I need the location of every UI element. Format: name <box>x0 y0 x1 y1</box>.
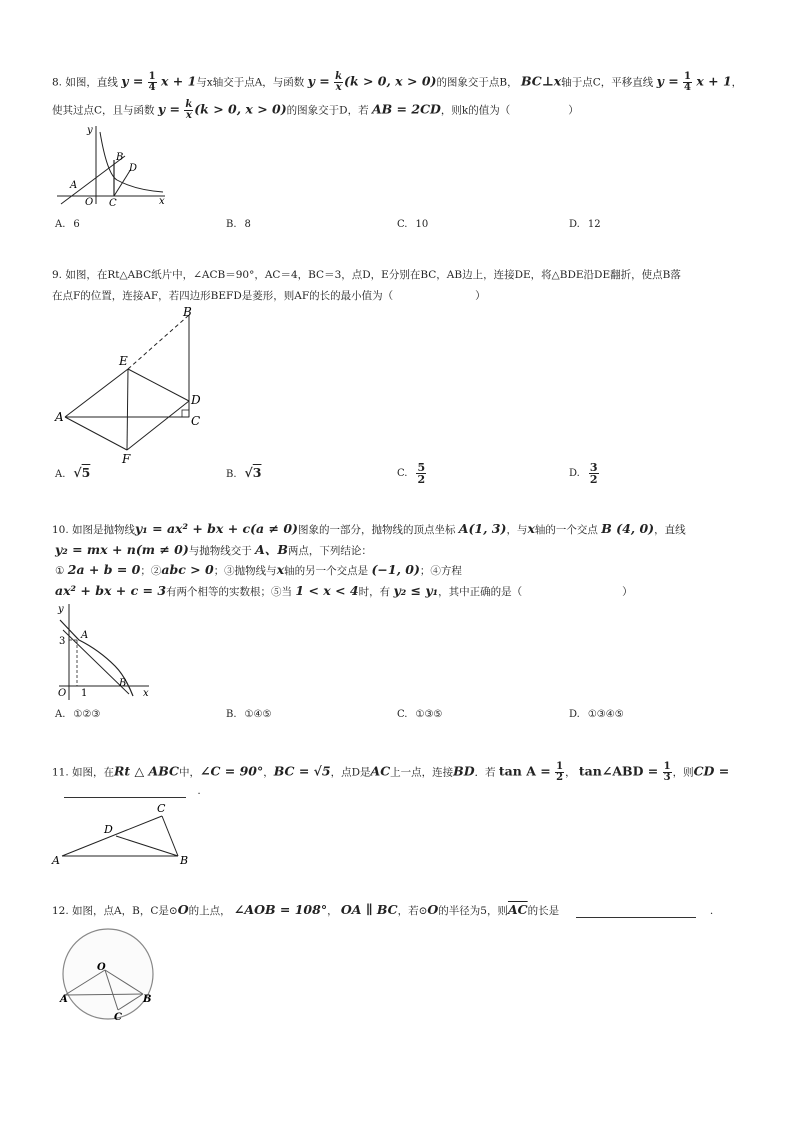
q9-line-2: 在点F的位置，连接AF，若四边形BEFD是菱形，则AF的长的最小值为（ ） <box>52 290 486 302</box>
q8-label-x: x <box>159 196 165 207</box>
q10-label-three: 3 <box>59 636 66 647</box>
q8-option-c[interactable]: C. 10 <box>397 219 429 230</box>
q8-label-o: O <box>85 197 94 207</box>
q10-label-one: 1 <box>81 688 88 699</box>
q11-number: 11. <box>52 766 69 779</box>
fraction-one-half: $\frac{1}{2}$ <box>556 761 564 783</box>
q10-label-x: x <box>143 688 149 699</box>
q8-label-y: y <box>87 125 93 136</box>
q10-line-2: y₂ = mx + n(m ≠ 0)与抛物线交于 A、B两点，下列结论： <box>55 542 372 557</box>
q12-label-o: O <box>97 962 106 973</box>
q9-option-c[interactable]: C. $\frac{5}{2}$ <box>397 461 426 486</box>
q8-line-2: 使其过点C，且与函数 y = $\frac{k}{x}$ (k > 0, x > 0)的图象交于D，若 AB = 2CD，则k的值为（ ） <box>52 99 579 121</box>
q8-option-a[interactable]: A. 6 <box>55 219 80 230</box>
q8-label-c: C <box>109 198 117 207</box>
q9-option-a[interactable]: A. √5 <box>55 465 91 480</box>
q9-number: 9. <box>52 269 63 281</box>
q9-option-b[interactable]: B. √3 <box>226 465 262 480</box>
q11-label-a: A <box>52 854 60 867</box>
q10-number: 10. <box>52 524 69 536</box>
q10-label-o: O <box>58 688 67 699</box>
q12-number: 12. <box>52 905 69 917</box>
q9-label-b: B <box>183 305 192 319</box>
q9-figure <box>50 305 210 465</box>
q8-option-d[interactable]: D. 12 <box>569 219 601 230</box>
q9-label-d: D <box>191 393 201 407</box>
fraction-one-third: $\frac{1}{3}$ <box>663 761 671 783</box>
q10-line-3: ① 2a + b = 0；②abc > 0；③抛物线与x轴的另一个交点是 (−1, 0)；④方程 <box>55 562 462 577</box>
q10-option-d[interactable]: D. ①③④⑤ <box>569 709 624 720</box>
q10-option-a[interactable]: A. ①②③ <box>55 709 101 720</box>
q11-label-d: D <box>104 823 113 836</box>
q11-answer-row: . <box>64 784 201 798</box>
q11-answer-blank[interactable] <box>64 797 186 798</box>
fraction-one-quarter: $\frac{1}{4}$ <box>148 71 156 93</box>
q8-label-b: B <box>116 152 124 163</box>
q9-line-1: 9. 如图，在Rt△ABC纸片中，∠ACB＝90°，AC＝4，BC＝3，点D，E分别在BC，AB边上，连接DE，将△BDE沿DE翻折，使点B落 <box>52 269 681 281</box>
q8-number: 8. <box>52 76 63 89</box>
q11-line-1: 11. 如图，在Rt △ ABC中，∠C = 90°，BC = √5，点D是AC上一点，连接BD．若 tan A = $\frac{1}{2}$ ， tan∠ABD = $\frac{1}{3}$ ，则CD = <box>52 761 730 783</box>
q9-label-a: A <box>55 410 64 424</box>
q9-label-f: F <box>122 452 131 465</box>
q11-figure <box>50 800 200 870</box>
q9-label-c: C <box>191 414 201 428</box>
q12-label-b: B <box>143 994 152 1005</box>
q11-label-b: B <box>180 854 189 867</box>
q12-label-a: A <box>60 994 68 1005</box>
q10-label-y: y <box>58 604 64 615</box>
q12-label-c: C <box>114 1012 122 1023</box>
q12-figure <box>55 918 170 1023</box>
q10-option-b[interactable]: B. ①④⑤ <box>226 709 272 720</box>
q9-option-d[interactable]: D. $\frac{3}{2}$ <box>569 461 598 486</box>
q9-label-e: E <box>119 354 128 368</box>
q10-figure <box>55 600 155 704</box>
q10-label-b: B <box>119 678 127 689</box>
q10-line-1: 10. 如图是抛物线y₁ = ax² + bx + c(a ≠ 0)图象的一部分，抛物线的顶点坐标 A(1, 3)，与x轴的一个交点 B (4, 0)，直线 <box>52 521 686 536</box>
q12-answer-blank[interactable] <box>576 917 696 918</box>
q8-label-d: D <box>129 163 138 174</box>
q10-option-c[interactable]: C. ①③⑤ <box>397 709 443 720</box>
q12-line-1: 12. 如图，点A，B，C是⊙O的上点， ∠AOB = 108°， OA ∥ BC，若⊙O的半径为5，则$\overline{AC}$的长是 . <box>52 902 714 917</box>
q10-line-4: ax² + bx + c = 3有两个相等的实数根；⑤当 1 < x < 4时，有 y₂ ≤ y₁，其中正确的是（ ） <box>55 583 633 598</box>
q8-option-b[interactable]: B. 8 <box>226 219 251 230</box>
q8-figure <box>55 122 170 207</box>
q10-label-a: A <box>81 630 89 641</box>
q8-label-a: A <box>70 180 78 191</box>
q11-label-c: C <box>157 802 166 815</box>
q8-line-1: 8. 如图，直线 y = $\frac{1}{4}$ x + 1与x轴交于点A，与函数 y = $\frac{k}{x}$ (k > 0, x > 0)的图象交于点B， BC⊥x轴于点C，平移直线 y = $\frac{1}{4}$ x + 1， <box>52 71 743 93</box>
fraction-k-over-x: $\frac{k}{x}$ <box>335 71 343 93</box>
